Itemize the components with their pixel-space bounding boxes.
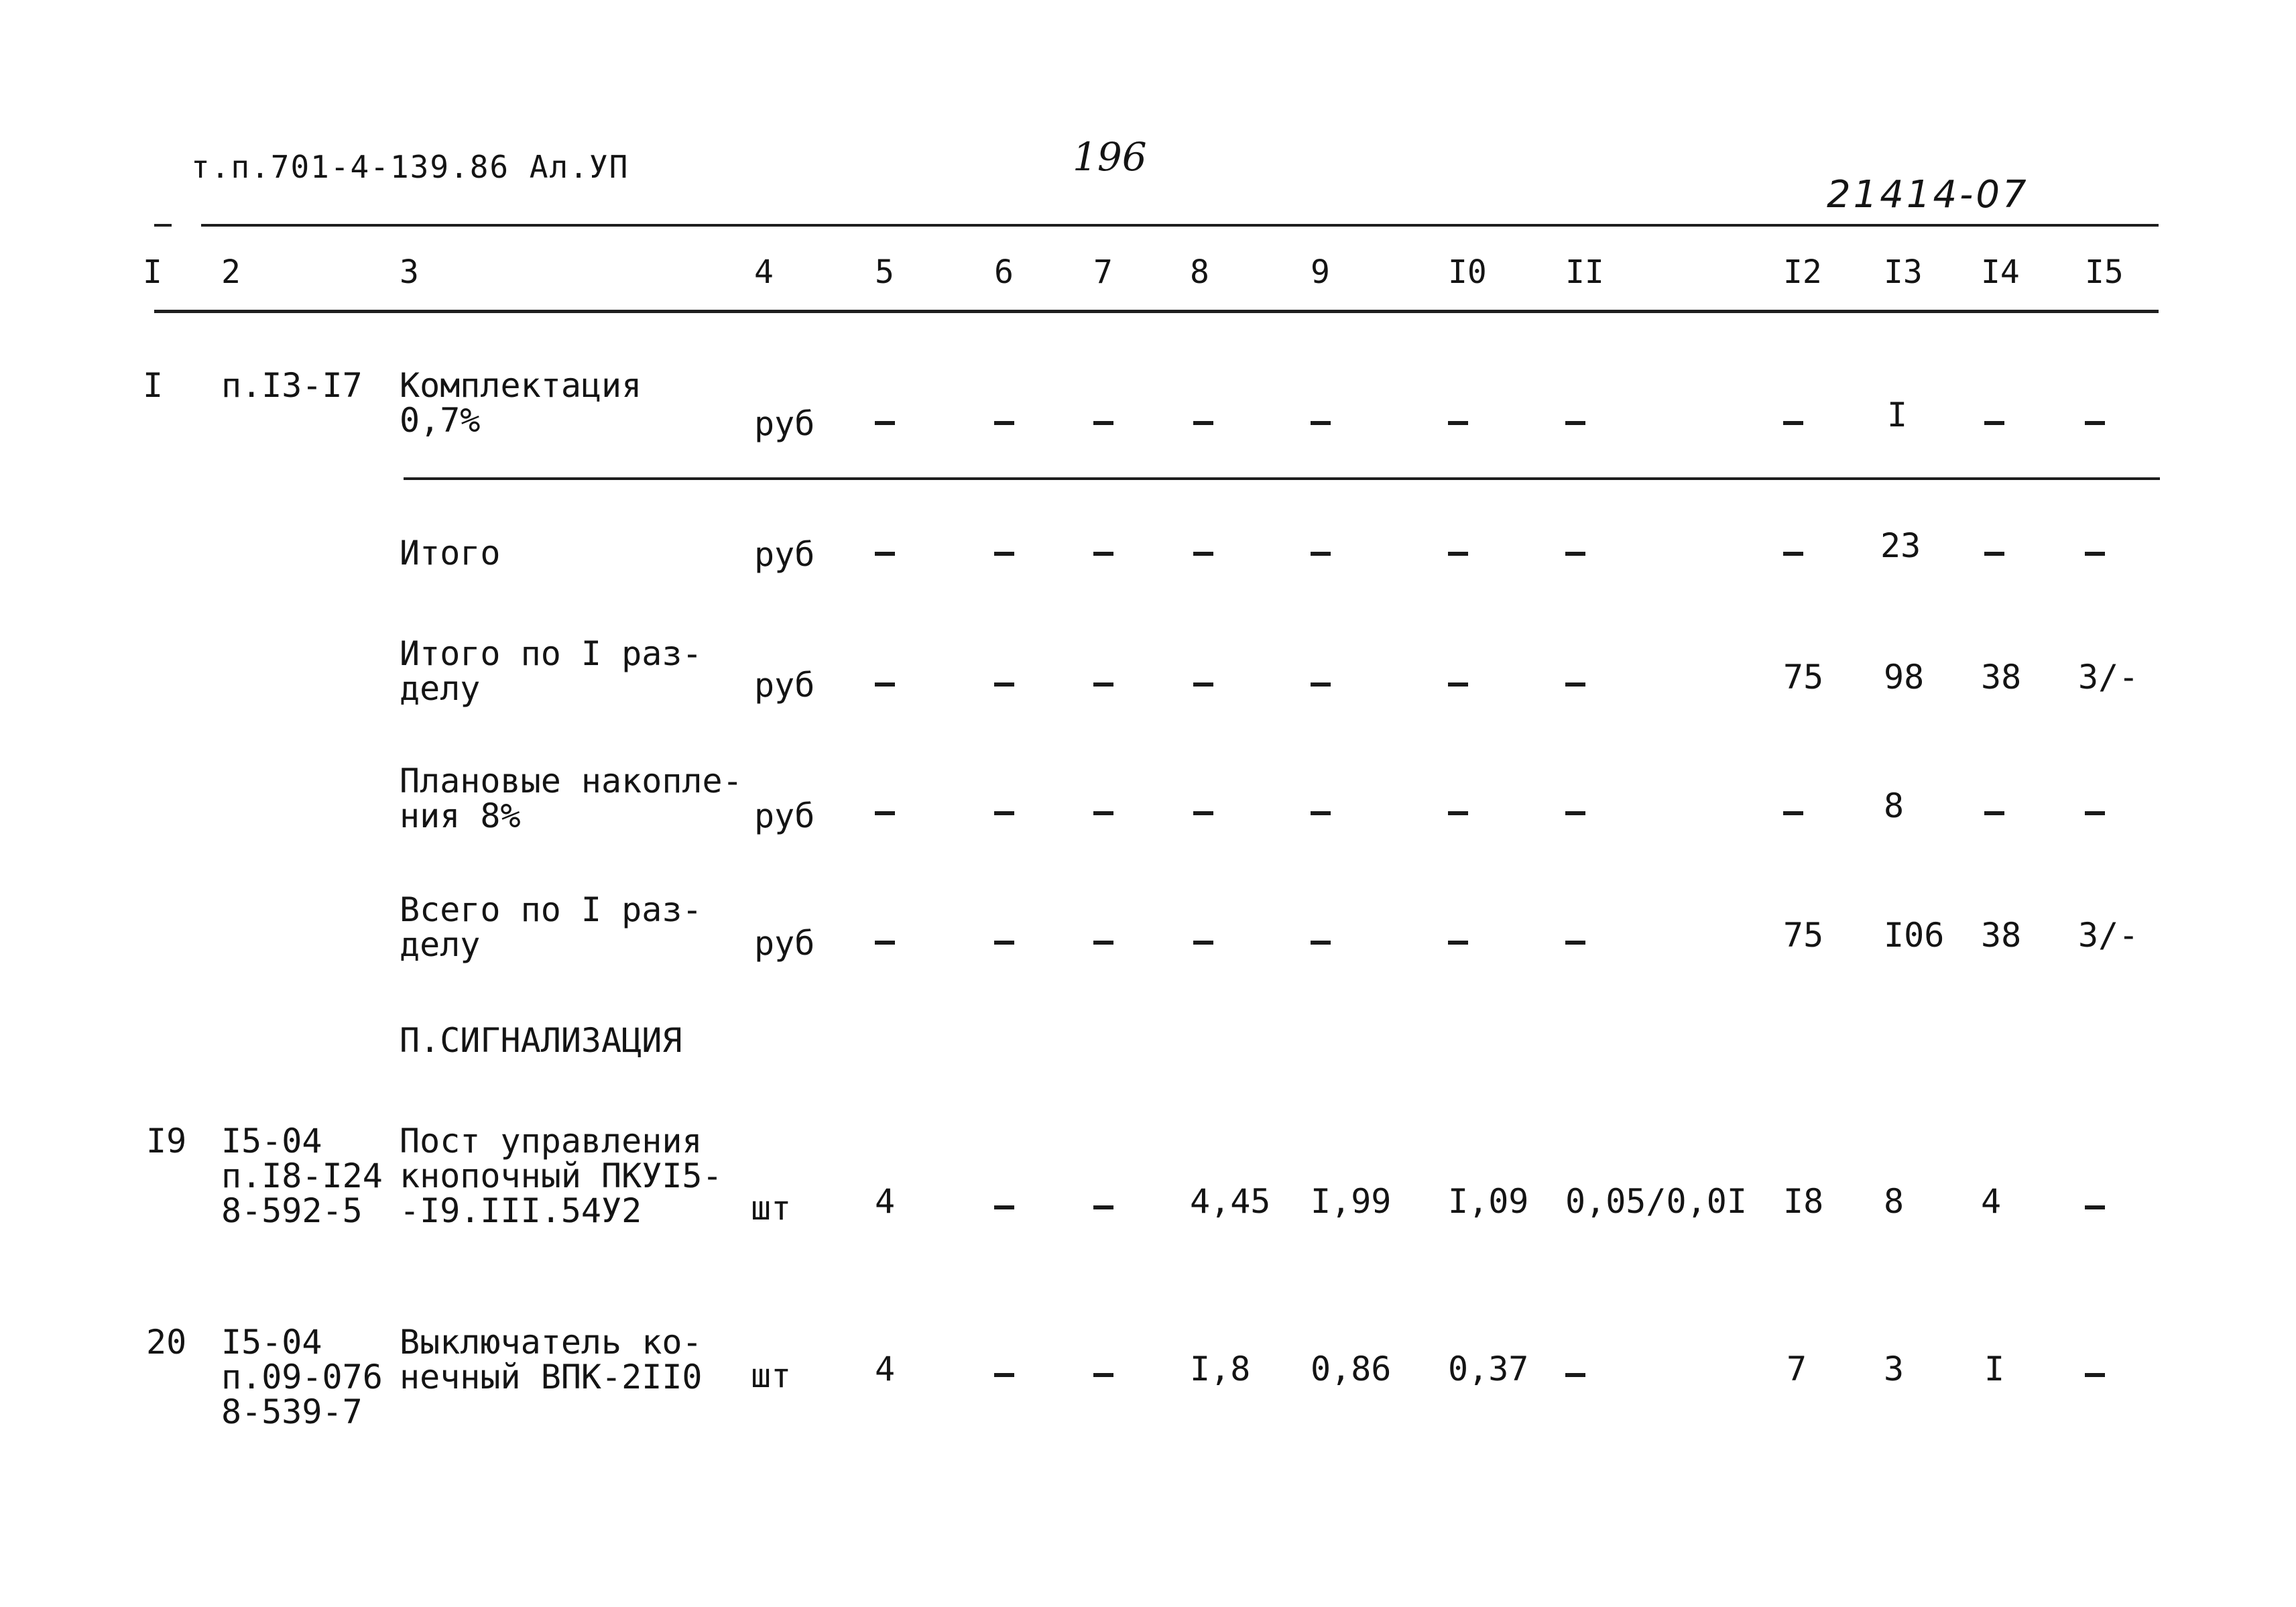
row-description: Комплектация [400,366,642,405]
value-col6 [994,811,1014,815]
value-col10 [1448,421,1468,425]
value-col11 [1565,941,1585,945]
value-col5 [875,421,895,425]
value-col15 [2085,1205,2105,1209]
subtotal-rule [404,477,2160,480]
value-col11 [1565,811,1585,815]
value-col12: I8 [1783,1182,1824,1221]
row-description: делу [400,925,481,964]
value-col14: 38 [1981,916,2022,955]
value-col9 [1311,811,1331,815]
column-header-1: I [143,253,162,291]
row-description: делу [400,669,481,708]
row-reference: I5-04 [221,1323,322,1362]
value-col15 [2085,811,2105,815]
column-header-11: II [1565,253,1604,291]
row-reference: 8-539-7 [221,1392,363,1431]
row-description: 0,7% [400,401,481,440]
value-col6 [994,552,1014,556]
value-col8: 4,45 [1190,1182,1271,1221]
value-col7 [1093,682,1113,687]
value-col6 [994,682,1014,687]
value-col12 [1783,552,1803,556]
value-col10 [1448,811,1468,815]
value-col10: I,09 [1448,1182,1529,1221]
row-unit: руб [754,404,815,443]
column-header-13: I3 [1884,253,1923,291]
value-col15: 3/- [2078,658,2139,697]
value-col7 [1093,1373,1113,1377]
row-description: кнопочный ПКУI5- [400,1156,723,1195]
row-description: Пост управления [400,1122,703,1160]
row-description: -I9.III.54У2 [400,1191,642,1230]
row-description: Всего по I раз- [400,890,703,929]
value-col5 [875,552,895,556]
row-number: 20 [146,1323,187,1362]
value-col15 [2085,552,2105,556]
value-col13: 23 [1880,526,1921,565]
value-col9: I,99 [1311,1182,1392,1221]
row-unit: руб [754,535,815,574]
value-col7 [1093,421,1113,425]
column-header-3: 3 [400,253,419,291]
value-col8: I,8 [1190,1350,1251,1388]
value-col14 [1984,552,2004,556]
value-col9 [1311,421,1331,425]
section-heading: П.СИГНАЛИЗАЦИЯ [400,1021,682,1060]
value-col8 [1193,941,1213,945]
row-reference: 8-592-5 [221,1191,363,1230]
column-header-rule [154,310,2159,313]
value-col10: 0,37 [1448,1350,1529,1388]
page-number: 196 [1073,134,1147,180]
value-col9 [1311,552,1331,556]
value-col13: I06 [1884,916,1945,955]
value-col12: 7 [1787,1350,1807,1388]
value-col14 [1984,421,2004,425]
value-col14: 38 [1981,658,2022,697]
value-col12 [1783,421,1803,425]
value-col7 [1093,941,1113,945]
column-header-5: 5 [875,253,894,291]
value-col6 [994,941,1014,945]
row-description: Выключатель ко- [400,1323,703,1362]
value-col5 [875,682,895,687]
row-number: I9 [146,1122,187,1160]
value-col13: I [1887,396,1908,434]
column-header-12: I2 [1783,253,1822,291]
value-col7 [1093,811,1113,815]
value-col13: 3 [1884,1350,1905,1388]
column-header-10: I0 [1448,253,1487,291]
row-unit: шт [751,1356,792,1395]
handwritten-number: 21414-07 [1827,173,2029,217]
column-header-8: 8 [1190,253,1209,291]
value-col7 [1093,552,1113,556]
value-col5 [875,941,895,945]
column-header-14: I4 [1981,253,2020,291]
value-col10 [1448,552,1468,556]
row-reference: п.I8-I24 [221,1156,383,1195]
row-unit: руб [754,666,815,705]
value-col6 [994,1205,1014,1209]
document-code: т.п.701-4-139.86 Ал.УП [191,149,629,185]
row-number: I [143,366,164,405]
value-col10 [1448,941,1468,945]
column-header-7: 7 [1093,253,1113,291]
value-col5 [875,811,895,815]
value-col13: 98 [1884,658,1925,697]
value-col8 [1193,811,1213,815]
value-col5: 4 [875,1350,896,1388]
value-col14: I [1984,1350,2005,1388]
top-rule [201,224,2159,227]
row-reference: п.09-076 [221,1358,383,1396]
value-col5: 4 [875,1182,896,1221]
value-col6 [994,421,1014,425]
row-description: Плановые накопле- [400,762,743,800]
value-col9: 0,86 [1311,1350,1392,1388]
row-unit: руб [754,924,815,963]
value-col11 [1565,552,1585,556]
value-col9 [1311,682,1331,687]
value-col6 [994,1373,1014,1377]
value-col9 [1311,941,1331,945]
value-col14: 4 [1981,1182,2002,1221]
value-col11 [1565,682,1585,687]
row-description: Итого [400,534,501,573]
row-reference: I5-04 [221,1122,322,1160]
row-description: нечный ВПК-2II0 [400,1358,703,1396]
column-header-2: 2 [221,253,241,291]
column-header-15: I5 [2085,253,2124,291]
value-col13: 8 [1884,786,1905,825]
value-col12: 75 [1783,658,1824,697]
value-col15 [2085,421,2105,425]
value-col13: 8 [1884,1182,1905,1221]
column-header-6: 6 [994,253,1014,291]
row-unit: шт [751,1189,792,1228]
value-col8 [1193,682,1213,687]
value-col7 [1093,1205,1113,1209]
value-col11: 0,05/0,0I [1565,1182,1747,1221]
row-reference: п.I3-I7 [221,366,363,405]
value-col12 [1783,811,1803,815]
column-header-9: 9 [1311,253,1330,291]
value-col10 [1448,682,1468,687]
column-header-4: 4 [754,253,774,291]
value-col15 [2085,1373,2105,1377]
value-col14 [1984,811,2004,815]
row-description: Итого по I раз- [400,634,703,673]
value-col8 [1193,552,1213,556]
row-unit: руб [754,796,815,835]
value-col11 [1565,421,1585,425]
row-description: ния 8% [400,796,521,835]
value-col15: 3/- [2078,916,2139,955]
value-col11 [1565,1373,1585,1377]
value-col12: 75 [1783,916,1824,955]
top-rule-left [154,224,172,227]
value-col8 [1193,421,1213,425]
